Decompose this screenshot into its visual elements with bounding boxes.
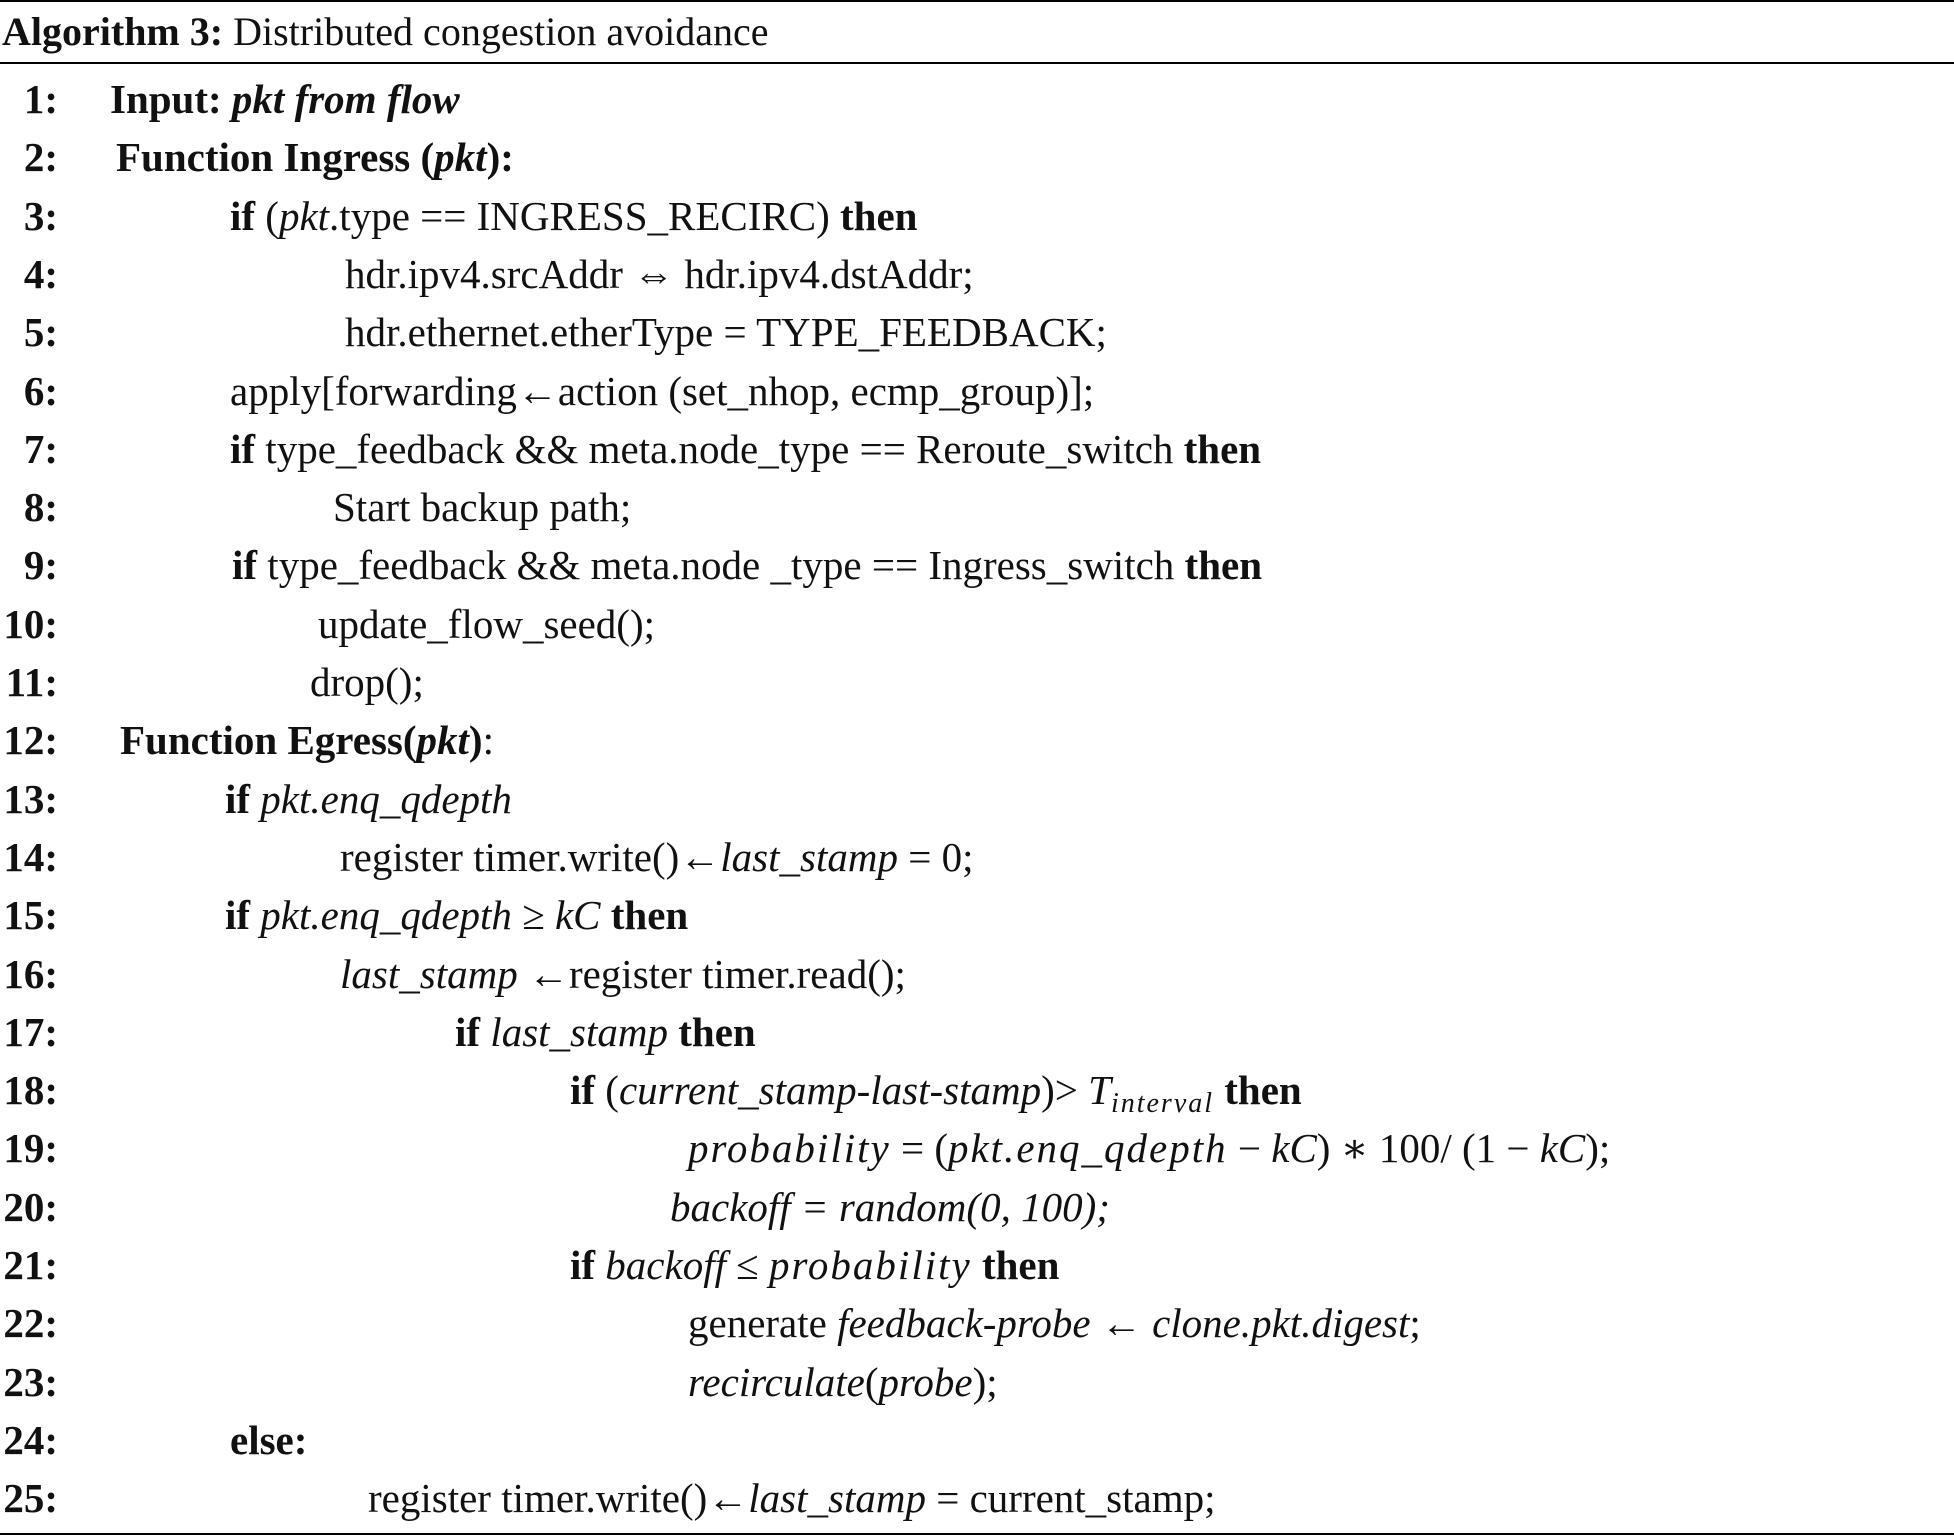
- code-token: type_feedback && meta.node_type == Reroute_switch: [265, 425, 1184, 472]
- algorithm-line: [0, 595, 1954, 653]
- code-token: Start backup path;: [333, 484, 632, 531]
- line-number: 25:: [3, 1475, 58, 1522]
- code-token: then: [600, 892, 689, 939]
- code-token: if: [230, 192, 266, 239]
- code-token: backoff = random(0, 100);: [670, 1183, 1110, 1230]
- algorithm-label: Algorithm 3:: [2, 9, 224, 54]
- code-token: feedback-probe: [837, 1300, 1091, 1347]
- code-token: probability: [688, 1125, 891, 1172]
- code-token: recirculate: [688, 1358, 865, 1405]
- line-number: 4:: [23, 250, 58, 297]
- code-token: (: [864, 1358, 879, 1405]
- algorithm-line: [0, 711, 1954, 769]
- line-number: 17:: [3, 1008, 58, 1055]
- line-code: [230, 420, 1261, 478]
- code-token: ←register timer.read();: [517, 950, 906, 997]
- code-token: pkt: [278, 192, 330, 239]
- line-code: [230, 187, 917, 245]
- line-number: 13:: [3, 775, 58, 822]
- code-token: else:: [230, 1416, 308, 1463]
- code-token: probability: [769, 1242, 972, 1288]
- line-number: 20:: [3, 1183, 58, 1230]
- code-token: ):: [486, 134, 514, 181]
- algorithm-title: Distributed congestion avoidance: [233, 9, 769, 54]
- line-number: 11:: [5, 659, 58, 705]
- line-number: 10:: [3, 600, 58, 647]
- algorithm-line: [0, 70, 1954, 128]
- algorithm-line: [0, 1236, 1954, 1294]
- code-token: generate: [688, 1300, 838, 1347]
- line-code: [455, 1003, 756, 1061]
- code-token: if: [230, 425, 266, 472]
- code-token: current_stamp-last-stamp: [618, 1067, 1042, 1114]
- line-code: [225, 886, 688, 944]
- code-token: then: [1183, 425, 1262, 472]
- code-token: pkt: [434, 134, 487, 181]
- top-rule: [0, 0, 1954, 2]
- line-code: [120, 711, 494, 769]
- line-number: 18:: [3, 1067, 58, 1114]
- line-number: 24:: [3, 1416, 58, 1463]
- algorithm-line: [0, 1003, 1954, 1061]
- code-token: kC: [554, 892, 601, 939]
- code-token: pkt.enq_qdepth: [260, 892, 512, 939]
- algorithm-line: [0, 1061, 1954, 1119]
- algorithm-line: [0, 420, 1954, 478]
- code-token: ;: [1409, 1300, 1421, 1347]
- line-code: [688, 1353, 998, 1411]
- bottom-rule: [0, 1533, 1954, 1535]
- algorithm-line: [0, 770, 1954, 828]
- line-number: 9:: [23, 542, 58, 589]
- code-token: )>: [1041, 1067, 1089, 1114]
- line-code: [570, 1061, 1302, 1119]
- code-token: ) ∗ 100/ (1 −: [1316, 1125, 1540, 1172]
- algorithm-line: [0, 1119, 1954, 1177]
- code-token: pkt from flow: [231, 76, 460, 122]
- code-token: );: [1585, 1125, 1611, 1172]
- line-code: [340, 828, 973, 886]
- line-code: [345, 303, 1107, 361]
- line-number: 19:: [3, 1125, 58, 1172]
- code-token: hdr.ipv4.srcAddr ⇔ hdr.ipv4.dstAddr;: [345, 250, 974, 297]
- code-token: kC: [1539, 1125, 1586, 1172]
- line-code: [110, 70, 460, 128]
- line-code: [570, 1236, 1059, 1294]
- code-token: pkt.enq_qdepth: [947, 1125, 1228, 1172]
- code-token: ≥: [511, 892, 555, 939]
- code-token: Function Ingress (: [116, 134, 435, 181]
- code-token: = (: [890, 1125, 948, 1172]
- code-token: then: [1214, 1067, 1302, 1114]
- code-token: = 0;: [897, 833, 974, 880]
- line-number: 5:: [23, 309, 58, 356]
- algorithm-line: [0, 828, 1954, 886]
- line-number: 22:: [3, 1300, 58, 1347]
- line-code: [333, 478, 631, 536]
- code-token: Input:: [110, 76, 232, 122]
- caption-rule: [0, 62, 1954, 64]
- line-number: 12:: [3, 717, 58, 764]
- code-token: then: [840, 192, 918, 239]
- line-number: 16:: [3, 950, 58, 997]
- code-token: T: [1088, 1067, 1111, 1114]
- code-token: apply[forwarding←action (set_nhop, ecmp_group)];: [230, 367, 1095, 414]
- code-token: −: [1227, 1125, 1272, 1172]
- algorithm-line: [0, 478, 1954, 536]
- code-token: then: [971, 1242, 1060, 1288]
- code-token: then: [668, 1008, 756, 1055]
- line-code: [225, 770, 512, 828]
- algorithm-line: [0, 1469, 1954, 1527]
- algorithm-line: [0, 1178, 1954, 1236]
- line-number: 2:: [23, 134, 58, 181]
- code-token: .type == INGRESS_RECIRC): [329, 192, 840, 239]
- code-token: ): [468, 717, 483, 764]
- algorithm-line: [0, 536, 1954, 594]
- code-token: last_stamp: [340, 950, 518, 997]
- code-token: hdr.ethernet.etherType = TYPE_FEEDBACK;: [345, 309, 1107, 356]
- code-token: last_stamp: [490, 1008, 668, 1055]
- algorithm-line: [0, 245, 1954, 303]
- code-token: last_stamp: [720, 833, 898, 880]
- code-token: then: [1184, 542, 1263, 589]
- algorithm-line: [0, 362, 1954, 420]
- line-code: [230, 1411, 307, 1469]
- line-code: [670, 1178, 1110, 1236]
- line-number: 3:: [23, 192, 58, 239]
- line-number: 23:: [3, 1358, 58, 1405]
- algorithm-line: [0, 1294, 1954, 1352]
- line-code: [688, 1294, 1421, 1352]
- algorithm-line: [0, 187, 1954, 245]
- line-number: 7:: [23, 425, 58, 472]
- code-token: kC: [1271, 1125, 1317, 1172]
- code-token: );: [972, 1358, 998, 1405]
- code-token: if: [455, 1008, 491, 1055]
- line-code: [116, 128, 514, 186]
- code-token: type_feedback && meta.node _type == Ingress_switch: [267, 542, 1185, 589]
- code-token: register timer.write()←: [368, 1475, 749, 1522]
- algorithm-line: [0, 886, 1954, 944]
- code-token: :: [482, 717, 494, 764]
- algorithm-line: [0, 1353, 1954, 1411]
- algorithm-line: [0, 945, 1954, 1003]
- code-token: last_stamp: [748, 1475, 926, 1522]
- code-token: (: [605, 1067, 619, 1114]
- algorithm-line: [0, 1411, 1954, 1469]
- code-token: ←: [1090, 1300, 1153, 1347]
- line-code: [688, 1119, 1610, 1177]
- algorithm-line: [0, 128, 1954, 186]
- code-token: drop();: [310, 659, 424, 705]
- line-number: 8:: [23, 484, 58, 531]
- line-number: 14:: [3, 833, 58, 880]
- code-token: Function Egress(: [120, 717, 417, 764]
- algorithm-line: [0, 653, 1954, 711]
- code-token: ≤: [725, 1242, 769, 1288]
- line-code: [318, 595, 655, 653]
- code-token: register timer.write()←: [340, 833, 721, 880]
- code-token: update_flow_seed();: [318, 600, 655, 647]
- algorithm-caption: [2, 4, 769, 60]
- code-token: if: [570, 1067, 606, 1114]
- code-token: pkt: [416, 717, 469, 764]
- code-token: interval: [1110, 1088, 1215, 1120]
- line-code: [230, 362, 1094, 420]
- code-token: backoff: [605, 1242, 726, 1288]
- code-token: if: [570, 1242, 606, 1288]
- code-token: = current_stamp;: [925, 1475, 1216, 1522]
- line-code: [340, 945, 906, 1003]
- line-code: [310, 653, 424, 711]
- line-number: 1:: [23, 76, 58, 122]
- code-token: pkt.enq_qdepth: [260, 775, 512, 822]
- code-token: if: [225, 775, 261, 822]
- code-token: (: [265, 192, 279, 239]
- line-number: 6:: [23, 367, 58, 414]
- line-code: [232, 536, 1262, 594]
- code-token: clone.pkt.digest: [1152, 1300, 1410, 1347]
- code-token: probe: [878, 1358, 973, 1405]
- line-number: 21:: [3, 1242, 58, 1288]
- algorithm-line: [0, 303, 1954, 361]
- code-token: if: [232, 542, 268, 589]
- line-code: [345, 245, 974, 303]
- line-code: [368, 1469, 1216, 1527]
- code-token: if: [225, 892, 261, 939]
- line-number: 15:: [3, 892, 58, 939]
